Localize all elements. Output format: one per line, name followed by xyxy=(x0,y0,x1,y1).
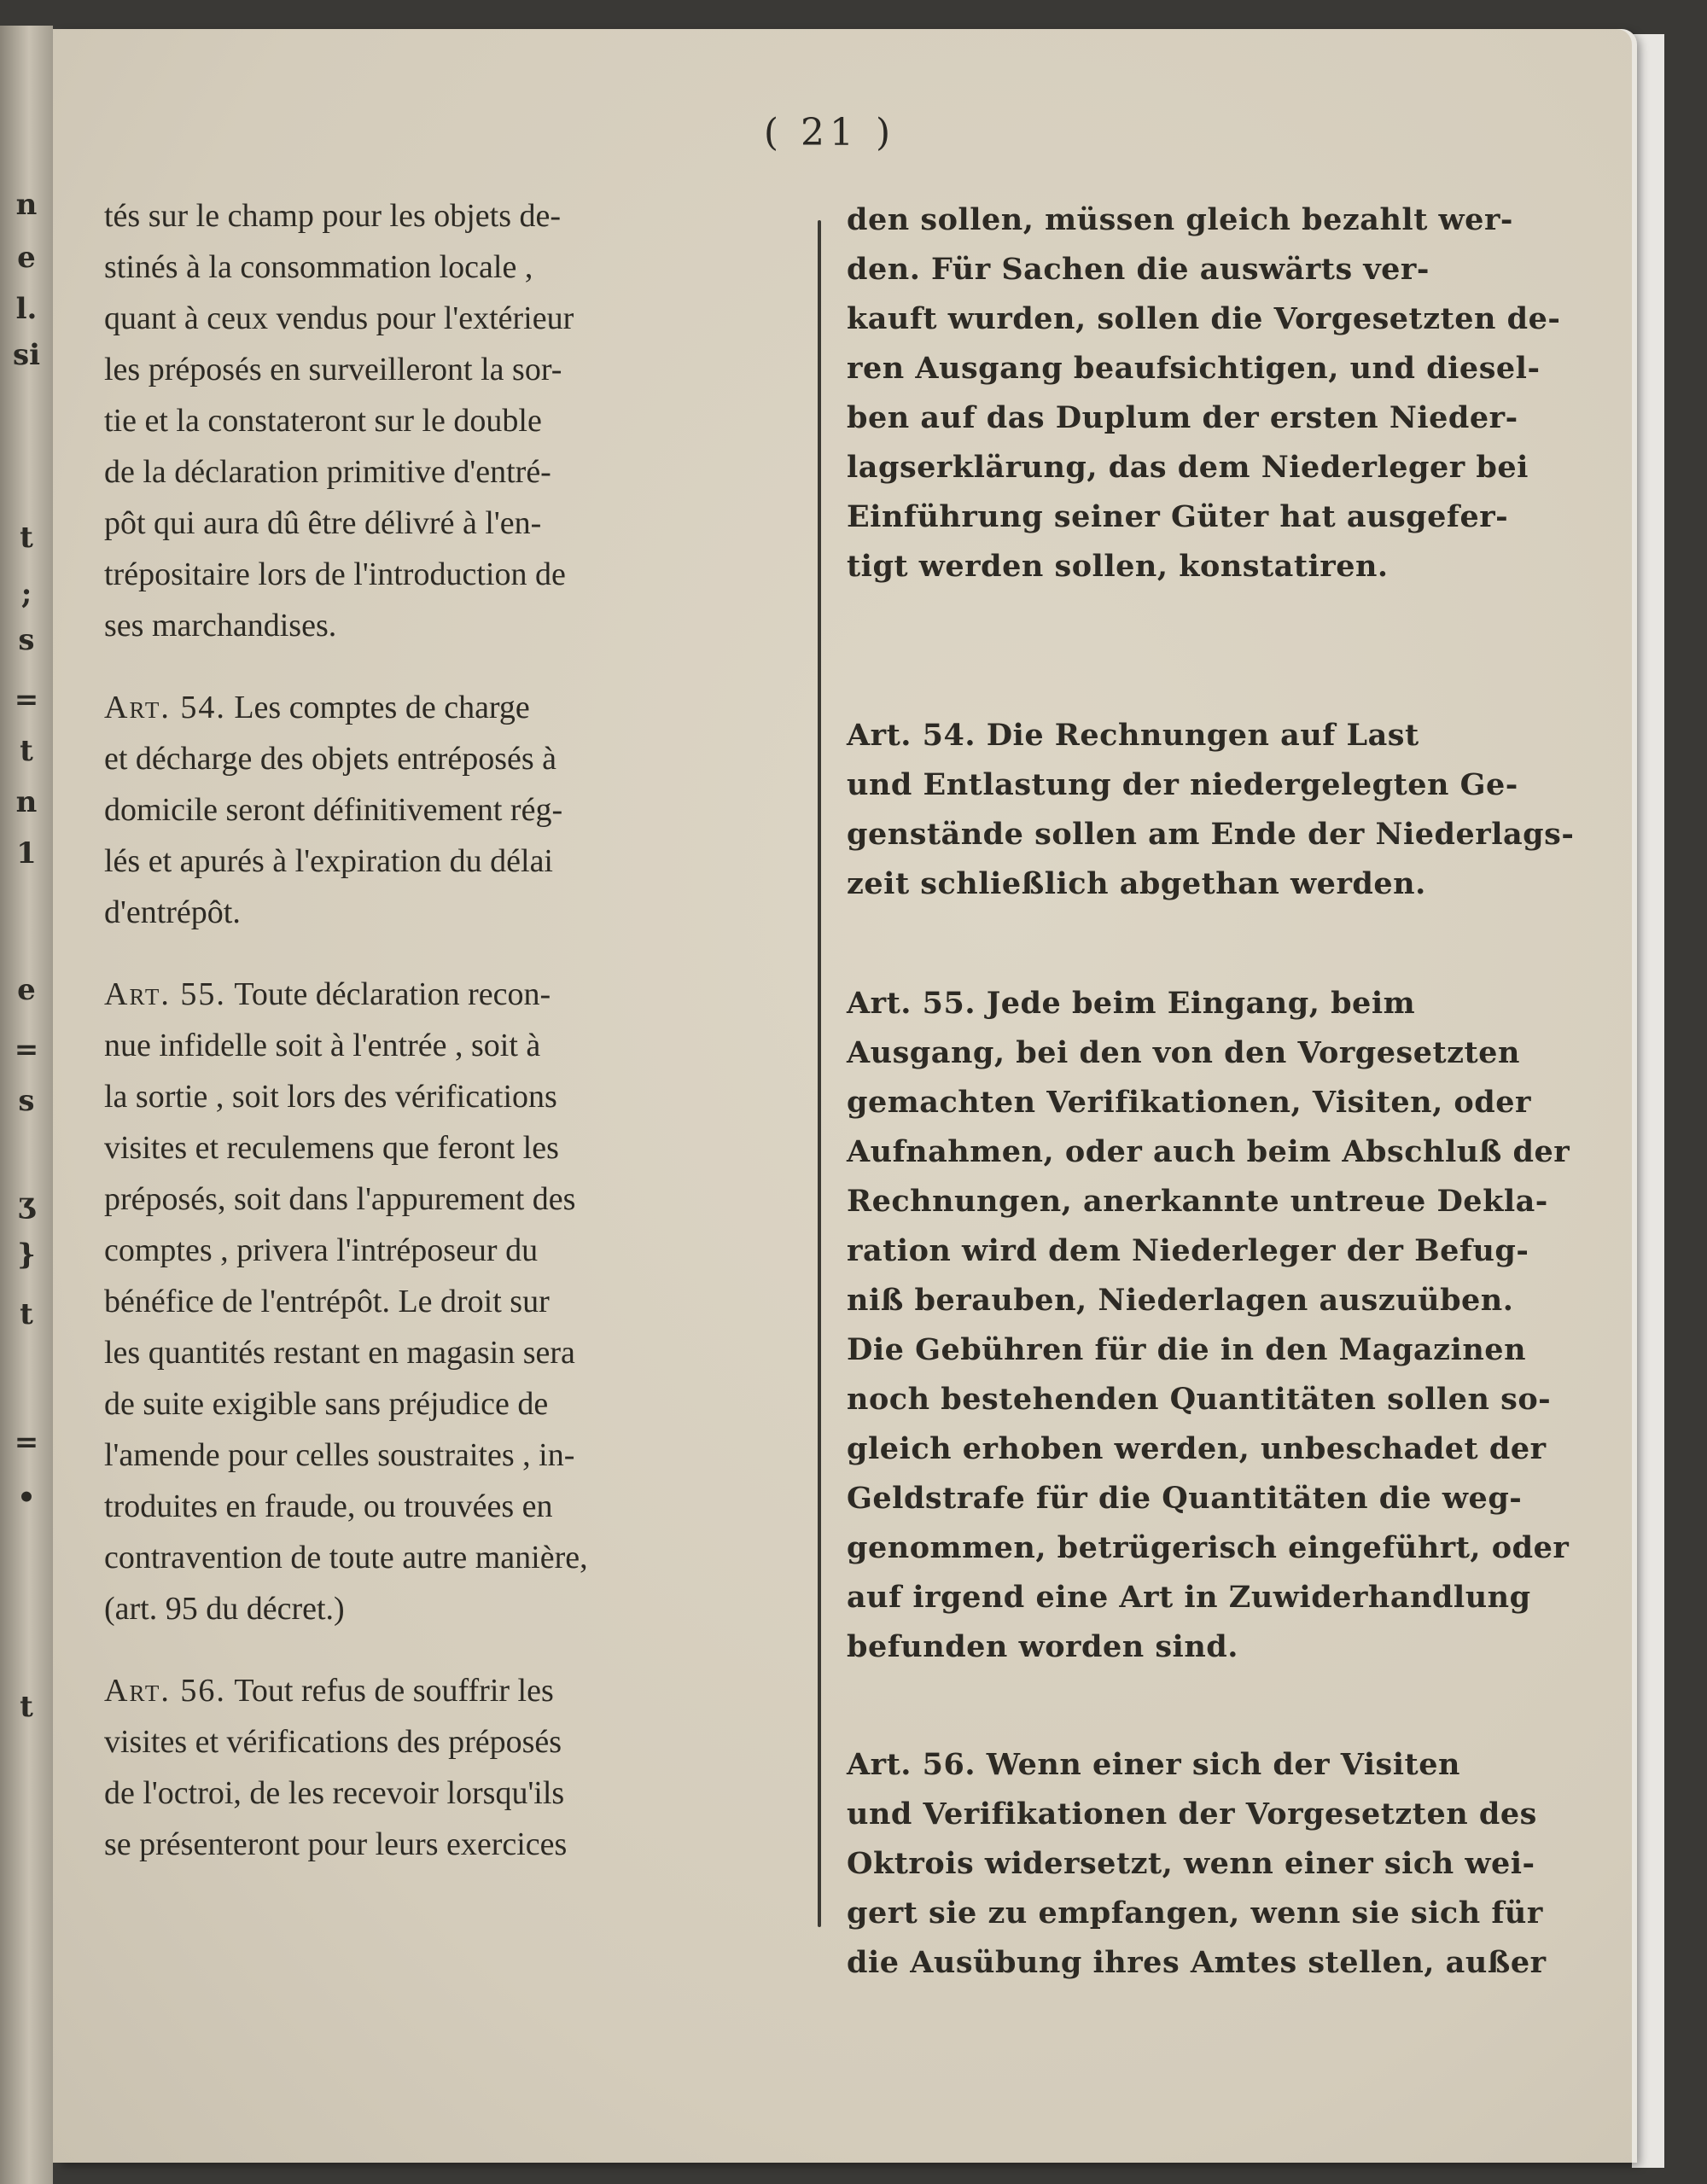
prev-fragment: e xyxy=(17,973,36,1007)
text-line: pôt qui aura dû être délivré à l'en- xyxy=(104,505,542,541)
text-line: bénéfice de l'entrépôt. Le droit sur xyxy=(104,1284,550,1319)
text-line: les quantités restant en magasin sera xyxy=(104,1335,575,1371)
page-number: ( 21 ) xyxy=(763,111,896,154)
text-line: domicile seront définitivement rég- xyxy=(104,792,563,828)
prev-fragment: si xyxy=(12,338,41,372)
article-56-line: Art. 56. Wenn einer sich der Visiten xyxy=(847,1747,1460,1782)
text-line: genommen, betrügerisch eingeführt, oder xyxy=(847,1530,1570,1565)
text-line: se présenteront pour leurs exercices xyxy=(104,1826,568,1862)
text-line: Einführung seiner Güter hat ausgefer- xyxy=(847,499,1509,534)
text-line: die Ausübung ihres Amtes stellen, außer xyxy=(847,1945,1547,1980)
text-line: les préposés en surveilleront la sor- xyxy=(104,352,562,387)
text-line: préposés, soit dans l'appurement des xyxy=(104,1181,576,1217)
prev-fragment: = xyxy=(14,1033,39,1067)
text-line: noch bestehenden Quantitäten sollen so- xyxy=(847,1382,1552,1417)
text-line: Geldstrafe für die Quantitäten die weg- xyxy=(847,1481,1523,1516)
text-line: Oktrois widersetzt, wenn einer sich wei- xyxy=(847,1846,1535,1881)
text-line: la sortie , soit lors des vérifications xyxy=(104,1079,557,1115)
article-54-line: Art. 54. Die Rechnungen auf Last xyxy=(847,718,1419,753)
prev-fragment: n xyxy=(15,188,38,222)
book-page xyxy=(53,29,1632,2163)
text-line: gert sie zu empfangen, wenn sie sich für xyxy=(847,1896,1543,1931)
prev-fragment: } xyxy=(17,1238,36,1272)
text-line: troduites en fraude, ou trouvées en xyxy=(104,1488,553,1524)
prev-fragment: l. xyxy=(15,292,38,326)
text-line: nue infidelle soit à l'entrée , soit à xyxy=(104,1028,541,1063)
text-line: ses marchandises. xyxy=(104,608,337,644)
text-line: lés et apurés à l'expiration du délai xyxy=(104,843,553,879)
text-line: de l'octroi, de les recevoir lorsqu'ils xyxy=(104,1775,565,1811)
text-line: kauft wurden, sollen die Vorgesetzten de- xyxy=(847,301,1561,336)
text-line: Rechnungen, anerkannte untreue Dekla- xyxy=(847,1184,1548,1219)
prev-fragment: t xyxy=(20,521,33,555)
text-line: ren Ausgang beaufsichtigen, und diesel- xyxy=(847,351,1541,386)
text-line: quant à ceux vendus pour l'extérieur xyxy=(104,300,574,336)
text-line: l'amende pour celles soustraites , in- xyxy=(104,1437,575,1473)
text-line: gleich erhoben werden, unbeschadet der xyxy=(847,1431,1547,1466)
text-line: ben auf das Duplum der ersten Nieder- xyxy=(847,400,1518,435)
text-line: visites et reculemens que feront les xyxy=(104,1130,559,1166)
text-line: tigt werden sollen, konstatiren. xyxy=(847,549,1389,584)
text-line: Die Gebühren für die in den Magazinen xyxy=(847,1332,1527,1367)
page-edge xyxy=(1632,34,1664,2168)
text-line: tés sur le champ pour les objets de- xyxy=(104,198,562,234)
text-line: niß berauben, Niederlagen auszuüben. xyxy=(847,1283,1514,1318)
prev-fragment: 1 xyxy=(16,836,37,871)
prev-fragment: = xyxy=(14,683,39,717)
prev-fragment: e xyxy=(17,241,36,275)
text-line: gemachten Verifikationen, Visiten, oder xyxy=(847,1085,1531,1120)
prev-fragment: ʒ xyxy=(18,1186,35,1220)
text-line: den sollen, müssen gleich bezahlt wer- xyxy=(847,202,1513,237)
article-55-line: Art. 55. Toute déclaration recon- xyxy=(104,976,551,1012)
text-line: Aufnahmen, oder auch beim Abschluß der xyxy=(847,1134,1570,1169)
prev-fragment: t xyxy=(20,1297,33,1331)
text-line: ration wird dem Niederleger der Befug- xyxy=(847,1233,1529,1268)
german-column xyxy=(847,202,1575,1997)
text-line: und Verifikationen der Vorgesetzten des xyxy=(847,1797,1537,1832)
text-line: de la déclaration primitive d'entré- xyxy=(104,454,551,490)
text-line: zeit schließlich abgethan werden. xyxy=(847,866,1426,901)
text-line: befunden worden sind. xyxy=(847,1629,1238,1664)
text-line: d'entrépôt. xyxy=(104,894,241,930)
prev-fragment: • xyxy=(17,1481,36,1515)
text-line: lagserklärung, das dem Niederleger bei xyxy=(847,450,1529,485)
text-line: contravention de toute autre manière, xyxy=(104,1540,588,1575)
prev-fragment: t xyxy=(20,734,33,768)
text-line: trépositaire lors de l'introduction de xyxy=(104,556,566,592)
text-line: auf irgend eine Art in Zuwiderhandlung xyxy=(847,1580,1531,1615)
text-line: (art. 95 du décret.) xyxy=(104,1591,345,1627)
prev-fragment: n xyxy=(15,785,38,819)
text-line: tie et la constateront sur le double xyxy=(104,403,542,439)
article-heading: Art. 54. xyxy=(104,690,226,725)
article-56-line: Art. 56. Tout refus de souffrir les xyxy=(104,1673,554,1709)
article-54-line: Art. 54. Les comptes de charge xyxy=(104,690,530,725)
article-55-line: Art. 55. Jede beim Eingang, beim xyxy=(847,986,1416,1021)
text-line: und Entlastung der niedergelegten Ge- xyxy=(847,767,1518,802)
text-line: stinés à la consommation locale , xyxy=(104,249,533,285)
text-line: den. Für Sachen die auswärts ver- xyxy=(847,252,1430,287)
text-line: de suite exigible sans préjudice de xyxy=(104,1386,549,1422)
prev-fragment: ; xyxy=(20,577,32,611)
prev-fragment: s xyxy=(18,623,35,657)
prev-fragment: t xyxy=(20,1690,33,1724)
text-line: et décharge des objets entréposés à xyxy=(104,741,557,777)
previous-page-edge xyxy=(0,26,53,2184)
column-divider xyxy=(818,220,821,1927)
text-line: comptes , privera l'intréposeur du xyxy=(104,1232,539,1268)
prev-fragment: = xyxy=(14,1425,39,1459)
article-heading: Art. 55. xyxy=(104,976,226,1012)
french-column xyxy=(104,200,804,1879)
text-line: visites et vérifications des préposés xyxy=(104,1724,562,1760)
text-line: genstände sollen am Ende der Niederlags- xyxy=(847,817,1575,852)
article-heading: Art. 56. xyxy=(104,1673,226,1709)
text-line: Ausgang, bei den von den Vorgesetzten xyxy=(847,1035,1520,1070)
prev-fragment: s xyxy=(18,1084,35,1118)
